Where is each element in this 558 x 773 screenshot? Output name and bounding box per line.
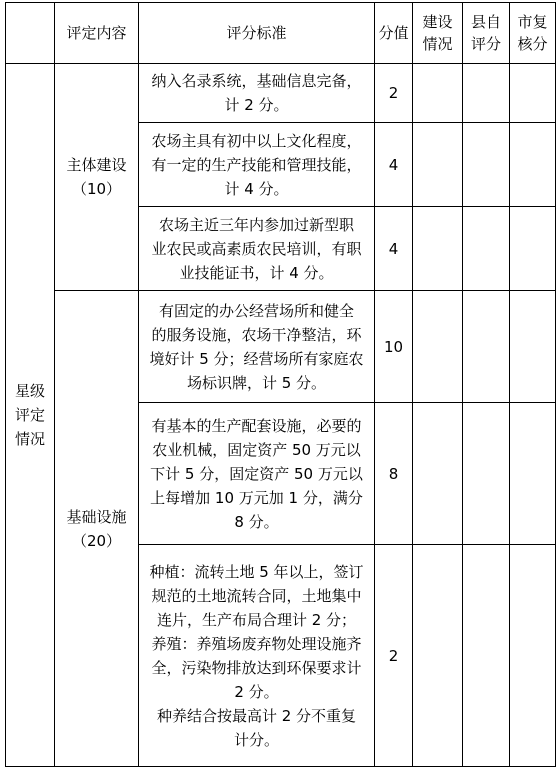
build-status-cell (413, 545, 463, 767)
header-standard: 评分标准 (139, 3, 375, 64)
score-cell: 4 (375, 207, 413, 291)
header-content: 评定内容 (55, 3, 139, 64)
standard-cell: 种植：流转土地 5 年以上，签订 规范的土地流转合同，土地集中 连片，生产布局合理计 2 分； 养殖：养殖场废弃物处理设施齐 全，污染物排放达到环保要求计 2 分。 种养结合按最高计 2 分不重复 计分。 (139, 545, 375, 767)
city-score-cell (510, 207, 556, 291)
standard-cell: 农场主具有初中以上文化程度， 有一定的生产技能和管理技能， 计 4 分。 (139, 123, 375, 207)
header-blank (6, 3, 55, 64)
build-status-cell (413, 207, 463, 291)
header-score: 分值 (375, 3, 413, 64)
city-score-cell (510, 545, 556, 767)
build-status-cell (413, 291, 463, 403)
score-cell: 10 (375, 291, 413, 403)
standard-cell: 有固定的办公经营场所和健全 的服务设施，农场干净整洁，环 境好计 5 分；经营场所有家庭农 场标识牌，计 5 分。 (139, 291, 375, 403)
category-infrastructure: 基础设施 （20） (55, 291, 139, 767)
score-cell: 2 (375, 545, 413, 767)
table-row (6, 291, 556, 403)
header-county-score: 县自 评分 (463, 3, 510, 64)
city-score-cell (510, 291, 556, 403)
build-status-cell (413, 64, 463, 123)
score-cell: 8 (375, 403, 413, 545)
city-score-cell (510, 64, 556, 123)
city-score-cell (510, 403, 556, 545)
county-score-cell (463, 64, 510, 123)
county-score-cell (463, 403, 510, 545)
standard-cell: 纳入名录系统，基础信息完备， 计 2 分。 (139, 64, 375, 123)
county-score-cell (463, 545, 510, 767)
header-city-score: 市复 核分 (510, 3, 556, 64)
county-score-cell (463, 207, 510, 291)
city-score-cell (510, 123, 556, 207)
standard-cell: 有基本的生产配套设施，必要的 农业机械，固定资产 50 万元以 下计 5 分，固定资产 50 万元以 上每增加 10 万元加 1 分，满分 8 分。 (139, 403, 375, 545)
header-build-status: 建设 情况 (413, 3, 463, 64)
header-row (6, 3, 556, 64)
category-main-body: 主体建设 （10） (55, 64, 139, 291)
section-label: 星级 评定 情况 (6, 64, 55, 767)
score-cell: 2 (375, 64, 413, 123)
county-score-cell (463, 291, 510, 403)
table-row (6, 64, 556, 123)
standard-cell: 农场主近三年内参加过新型职 业农民或高素质农民培训，有职 业技能证书，计 4 分。 (139, 207, 375, 291)
build-status-cell (413, 123, 463, 207)
county-score-cell (463, 123, 510, 207)
build-status-cell (413, 403, 463, 545)
rating-table (5, 2, 556, 767)
score-cell: 4 (375, 123, 413, 207)
